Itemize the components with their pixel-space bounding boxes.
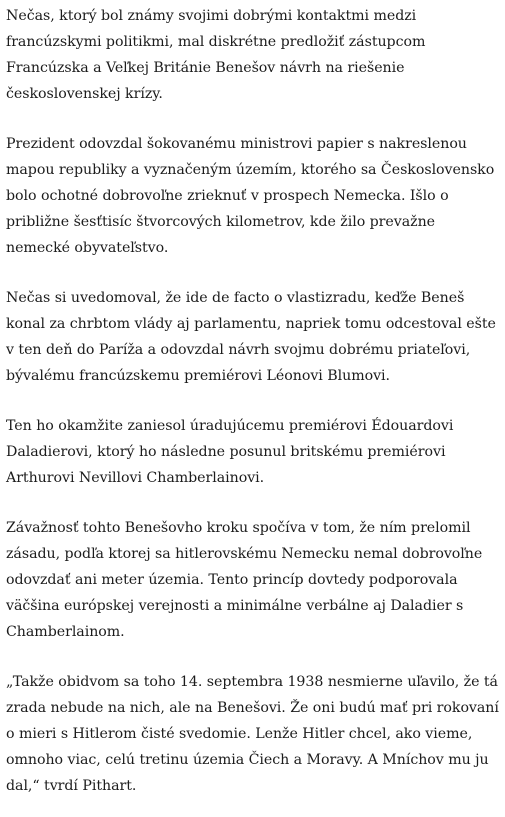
article-paragraph: Nečas si uvedomoval, že ide de facto o vlastizradu, keďže Beneš konal za chrbtom vlády aj parlamentu, napriek tomu odcestoval ešte v ten deň do Paríža a odovzdal návrh svojmu dobrému priateľovi, bývalému francúzskemu premiérovi Léonovi Blumovi. (6, 290, 496, 384)
article-body (0, 3, 505, 799)
article-paragraph: Nečas, ktorý bol známy svojimi dobrými kontaktmi medzi francúzskymi politikmi, mal diskrétne predložiť zástupcom Francúzska a Veľkej Británie Benešov návrh na riešenie československej krízy. (6, 8, 426, 102)
article-paragraph: Závažnosť tohto Benešovho kroku spočíva v tom, že ním prelomil zásadu, podľa ktorej sa hitlerovskému Nemecku nemal dobrovoľne odovzdať ani meter územia. Tento princíp dovtedy podporovala väčšina európskej verejnosti a minimálne verbálne aj Daladier s Chamberlainom. (6, 520, 483, 640)
article-paragraph: „Takže obidvom sa toho 14. septembra 1938 nesmierne uľavilo, že tá zrada nebude na nich, ale na Benešovi. Že oni budú mať pri rokovaní o mieri s Hitlerom čisté svedomie. Lenže Hitler chcel, ako vieme, omnoho viac, celú tretinu územia Čiech a Moravy. A Mníchov mu ju dal,“ tvrdí Pithart. (6, 674, 499, 794)
article-paragraph: Ten ho okamžite zaniesol úradujúcemu premiérovi Édouardovi Daladierovi, ktorý ho následne posunul britskému premiérovi Arthurovi Nevillovi Chamberlainovi. (6, 418, 454, 486)
article-paragraph: Prezident odovzdal šokovanému ministrovi papier s nakreslenou mapou republiky a vyznačeným územím, ktorého sa Československo bolo ochotné dobrovoľne zrieknuť v prospech Nemecka. Išlo o približne šesťtisíc štvorcových kilometrov, kde žilo prevažne nemecké obyvateľstvo. (6, 136, 495, 256)
